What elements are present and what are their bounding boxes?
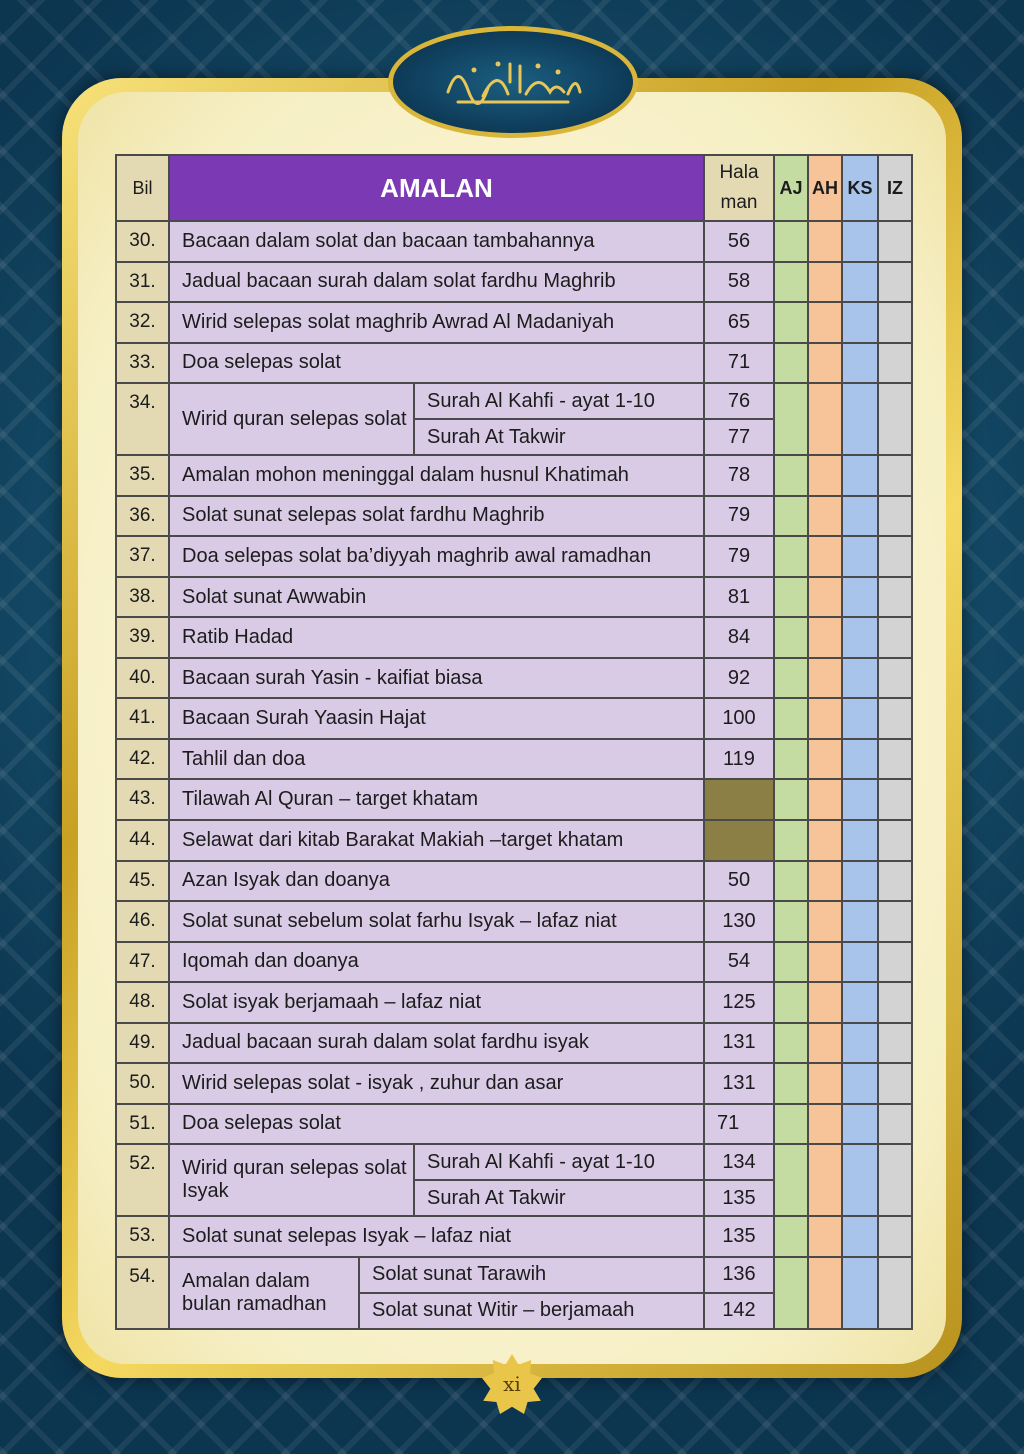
check-cell-ah xyxy=(808,577,842,618)
check-cell-ah xyxy=(808,1063,842,1104)
row-page: 50 xyxy=(704,861,774,902)
check-cell-ks xyxy=(842,1216,878,1257)
row-number: 40. xyxy=(116,658,169,699)
row-number: 37. xyxy=(116,536,169,577)
check-cell-iz xyxy=(878,698,912,739)
row-page: 56 xyxy=(704,221,774,262)
row-text: Selawat dari kitab Barakat Makiah –target khatam xyxy=(169,820,704,861)
row-page: 100 xyxy=(704,698,774,739)
check-cell-ks xyxy=(842,739,878,780)
row-text: Bacaan dalam solat dan bacaan tambahannya xyxy=(169,221,704,262)
check-cell-aj xyxy=(774,779,808,820)
check-cell-ah xyxy=(808,1257,842,1329)
header-iz: IZ xyxy=(878,155,912,221)
row-text: Tahlil dan doa xyxy=(169,739,704,780)
row-number: 35. xyxy=(116,455,169,496)
check-cell-aj xyxy=(774,942,808,983)
check-cell-aj xyxy=(774,221,808,262)
check-cell-iz xyxy=(878,617,912,658)
row-text: Doa selepas solat xyxy=(169,1104,704,1145)
table-row xyxy=(116,942,912,983)
table-row xyxy=(116,1063,912,1104)
row-text: Wirid selepas solat maghrib Awrad Al Madaniyah xyxy=(169,302,704,343)
row-page: 79 xyxy=(704,496,774,537)
check-cell-iz xyxy=(878,536,912,577)
check-cell-aj xyxy=(774,1216,808,1257)
calligraphy-icon xyxy=(438,52,588,112)
check-cell-aj xyxy=(774,302,808,343)
row-number: 48. xyxy=(116,982,169,1023)
check-cell-ah xyxy=(808,658,842,699)
check-cell-ah xyxy=(808,343,842,384)
check-cell-aj xyxy=(774,901,808,942)
row-number: 39. xyxy=(116,617,169,658)
row-page xyxy=(704,779,774,820)
table-row xyxy=(116,617,912,658)
check-cell-ah xyxy=(808,1023,842,1064)
check-cell-ah xyxy=(808,698,842,739)
row-number: 52. xyxy=(116,1144,169,1216)
row-text: Doa selepas solat ba’diyyah maghrib awal ramadhan xyxy=(169,536,704,577)
row-page: 65 xyxy=(704,302,774,343)
table-row xyxy=(116,1144,912,1180)
check-cell-iz xyxy=(878,343,912,384)
check-cell-aj xyxy=(774,1063,808,1104)
row-number: 33. xyxy=(116,343,169,384)
check-cell-aj xyxy=(774,658,808,699)
row-number: 53. xyxy=(116,1216,169,1257)
check-cell-iz xyxy=(878,982,912,1023)
row-number: 51. xyxy=(116,1104,169,1145)
row-text: Wirid quran selepas solat xyxy=(169,383,414,455)
row-number: 42. xyxy=(116,739,169,780)
check-cell-ks xyxy=(842,1023,878,1064)
header-row xyxy=(116,155,912,221)
table-row xyxy=(116,383,912,419)
row-page: 71 xyxy=(704,1104,774,1145)
check-cell-aj xyxy=(774,455,808,496)
check-cell-aj xyxy=(774,820,808,861)
check-cell-ks xyxy=(842,302,878,343)
row-text: Amalan dalam bulan ramadhan xyxy=(169,1257,359,1329)
calligraphy-emblem-icon xyxy=(388,26,638,138)
row-text: Jadual bacaan surah dalam solat fardhu isyak xyxy=(169,1023,704,1064)
check-cell-ks xyxy=(842,262,878,303)
table-row xyxy=(116,343,912,384)
row-page: 71 xyxy=(704,343,774,384)
check-cell-ah xyxy=(808,739,842,780)
row-page: 76 xyxy=(704,383,774,419)
row-page: 58 xyxy=(704,262,774,303)
row-number: 47. xyxy=(116,942,169,983)
row-page: 131 xyxy=(704,1023,774,1064)
row-page: 119 xyxy=(704,739,774,780)
row-page: 84 xyxy=(704,617,774,658)
table-row xyxy=(116,1216,912,1257)
row-number: 32. xyxy=(116,302,169,343)
check-cell-iz xyxy=(878,262,912,303)
row-number: 31. xyxy=(116,262,169,303)
row-number: 46. xyxy=(116,901,169,942)
row-text: Wirid quran selepas solat Isyak xyxy=(169,1144,414,1216)
row-subtext: Solat sunat Witir – berjamaah xyxy=(359,1293,704,1329)
check-cell-ah xyxy=(808,262,842,303)
check-cell-ah xyxy=(808,617,842,658)
row-number: 45. xyxy=(116,861,169,902)
row-page: 78 xyxy=(704,455,774,496)
row-subtext: Solat sunat Tarawih xyxy=(359,1257,704,1293)
table-row xyxy=(116,455,912,496)
star-badge-icon xyxy=(482,1354,542,1414)
row-page: 77 xyxy=(704,419,774,455)
check-cell-ah xyxy=(808,221,842,262)
header-ah: AH xyxy=(808,155,842,221)
check-cell-aj xyxy=(774,383,808,455)
check-cell-aj xyxy=(774,617,808,658)
check-cell-ah xyxy=(808,536,842,577)
check-cell-ks xyxy=(842,658,878,699)
row-page: 130 xyxy=(704,901,774,942)
header-halaman-line2: man xyxy=(720,192,758,213)
row-text: Solat sunat selepas Isyak – lafaz niat xyxy=(169,1216,704,1257)
table-row xyxy=(116,496,912,537)
row-number: 36. xyxy=(116,496,169,537)
check-cell-iz xyxy=(878,739,912,780)
row-page xyxy=(704,820,774,861)
row-number: 50. xyxy=(116,1063,169,1104)
check-cell-ks xyxy=(842,982,878,1023)
header-amalan: AMALAN xyxy=(169,155,704,221)
check-cell-aj xyxy=(774,698,808,739)
row-page: 81 xyxy=(704,577,774,618)
row-page: 136 xyxy=(704,1257,774,1293)
table-row xyxy=(116,1023,912,1064)
check-cell-ks xyxy=(842,221,878,262)
row-subtext: Surah Al Kahfi - ayat 1-10 xyxy=(414,383,704,419)
row-text: Bacaan surah Yasin - kaifiat biasa xyxy=(169,658,704,699)
table-row xyxy=(116,221,912,262)
table-row xyxy=(116,739,912,780)
check-cell-ks xyxy=(842,1104,878,1145)
table-row xyxy=(116,536,912,577)
table-row xyxy=(116,861,912,902)
header-halaman xyxy=(704,155,774,221)
row-page: 79 xyxy=(704,536,774,577)
check-cell-ks xyxy=(842,1257,878,1329)
row-page: 54 xyxy=(704,942,774,983)
check-cell-ks xyxy=(842,1144,878,1216)
check-cell-aj xyxy=(774,262,808,303)
check-cell-aj xyxy=(774,982,808,1023)
row-number: 44. xyxy=(116,820,169,861)
check-cell-ks xyxy=(842,577,878,618)
table-row xyxy=(116,820,912,861)
check-cell-ah xyxy=(808,779,842,820)
amalan-table xyxy=(115,154,913,1330)
check-cell-aj xyxy=(774,577,808,618)
row-page: 92 xyxy=(704,658,774,699)
check-cell-iz xyxy=(878,302,912,343)
row-text: Azan Isyak dan doanya xyxy=(169,861,704,902)
check-cell-ah xyxy=(808,383,842,455)
check-cell-ks xyxy=(842,617,878,658)
check-cell-ks xyxy=(842,698,878,739)
table-row xyxy=(116,577,912,618)
table-row xyxy=(116,1104,912,1145)
check-cell-iz xyxy=(878,1023,912,1064)
row-subtext: Surah At Takwir xyxy=(414,419,704,455)
check-cell-ah xyxy=(808,942,842,983)
check-cell-iz xyxy=(878,496,912,537)
check-cell-iz xyxy=(878,1104,912,1145)
check-cell-ah xyxy=(808,820,842,861)
page-number: xi xyxy=(503,1372,521,1396)
table-row xyxy=(116,658,912,699)
row-number: 41. xyxy=(116,698,169,739)
check-cell-iz xyxy=(878,942,912,983)
row-text: Solat sunat Awwabin xyxy=(169,577,704,618)
table-row xyxy=(116,262,912,303)
check-cell-ah xyxy=(808,1104,842,1145)
check-cell-ks xyxy=(842,861,878,902)
check-cell-iz xyxy=(878,1216,912,1257)
check-cell-aj xyxy=(774,739,808,780)
table-body xyxy=(116,221,912,1329)
header-halaman-line1: Hala xyxy=(719,162,759,183)
row-page: 131 xyxy=(704,1063,774,1104)
row-text: Iqomah dan doanya xyxy=(169,942,704,983)
header-aj: AJ xyxy=(774,155,808,221)
check-cell-ks xyxy=(842,383,878,455)
check-cell-aj xyxy=(774,536,808,577)
row-page: 125 xyxy=(704,982,774,1023)
row-text: Bacaan Surah Yaasin Hajat xyxy=(169,698,704,739)
check-cell-ah xyxy=(808,302,842,343)
check-cell-iz xyxy=(878,861,912,902)
row-page: 134 xyxy=(704,1144,774,1180)
row-text: Wirid selepas solat - isyak , zuhur dan asar xyxy=(169,1063,704,1104)
row-text: Jadual bacaan surah dalam solat fardhu Maghrib xyxy=(169,262,704,303)
row-text: Doa selepas solat xyxy=(169,343,704,384)
check-cell-ks xyxy=(842,536,878,577)
row-text: Ratib Hadad xyxy=(169,617,704,658)
row-number: 38. xyxy=(116,577,169,618)
row-page: 135 xyxy=(704,1180,774,1216)
row-page: 142 xyxy=(704,1293,774,1329)
check-cell-ah xyxy=(808,496,842,537)
row-number: 43. xyxy=(116,779,169,820)
check-cell-iz xyxy=(878,455,912,496)
row-number: 34. xyxy=(116,383,169,455)
header-bil: Bil xyxy=(116,155,169,221)
check-cell-iz xyxy=(878,820,912,861)
table-row xyxy=(116,982,912,1023)
check-cell-aj xyxy=(774,1023,808,1064)
check-cell-aj xyxy=(774,861,808,902)
check-cell-aj xyxy=(774,1257,808,1329)
check-cell-iz xyxy=(878,221,912,262)
table-row xyxy=(116,302,912,343)
check-cell-ks xyxy=(842,942,878,983)
check-cell-ah xyxy=(808,861,842,902)
table-row xyxy=(116,901,912,942)
row-text: Amalan mohon meninggal dalam husnul Khatimah xyxy=(169,455,704,496)
check-cell-ks xyxy=(842,901,878,942)
check-cell-ks xyxy=(842,455,878,496)
row-page: 135 xyxy=(704,1216,774,1257)
row-number: 30. xyxy=(116,221,169,262)
row-number: 54. xyxy=(116,1257,169,1329)
check-cell-ks xyxy=(842,779,878,820)
check-cell-aj xyxy=(774,343,808,384)
header-ks: KS xyxy=(842,155,878,221)
check-cell-ks xyxy=(842,496,878,537)
check-cell-ah xyxy=(808,1144,842,1216)
check-cell-ks xyxy=(842,1063,878,1104)
check-cell-aj xyxy=(774,496,808,537)
check-cell-iz xyxy=(878,901,912,942)
row-number: 49. xyxy=(116,1023,169,1064)
check-cell-iz xyxy=(878,779,912,820)
table-row xyxy=(116,1257,912,1293)
table-row xyxy=(116,698,912,739)
check-cell-iz xyxy=(878,658,912,699)
check-cell-ah xyxy=(808,901,842,942)
row-text: Solat sunat selepas solat fardhu Maghrib xyxy=(169,496,704,537)
row-text: Solat isyak berjamaah – lafaz niat xyxy=(169,982,704,1023)
row-subtext: Surah Al Kahfi - ayat 1-10 xyxy=(414,1144,704,1180)
check-cell-iz xyxy=(878,1063,912,1104)
check-cell-ah xyxy=(808,455,842,496)
row-text: Tilawah Al Quran – target khatam xyxy=(169,779,704,820)
check-cell-ks xyxy=(842,820,878,861)
check-cell-iz xyxy=(878,1144,912,1216)
check-cell-iz xyxy=(878,577,912,618)
check-cell-iz xyxy=(878,383,912,455)
table-row xyxy=(116,779,912,820)
check-cell-aj xyxy=(774,1104,808,1145)
row-text: Solat sunat sebelum solat farhu Isyak – lafaz niat xyxy=(169,901,704,942)
check-cell-iz xyxy=(878,1257,912,1329)
row-subtext: Surah At Takwir xyxy=(414,1180,704,1216)
check-cell-ks xyxy=(842,343,878,384)
check-cell-aj xyxy=(774,1144,808,1216)
check-cell-ah xyxy=(808,1216,842,1257)
check-cell-ah xyxy=(808,982,842,1023)
